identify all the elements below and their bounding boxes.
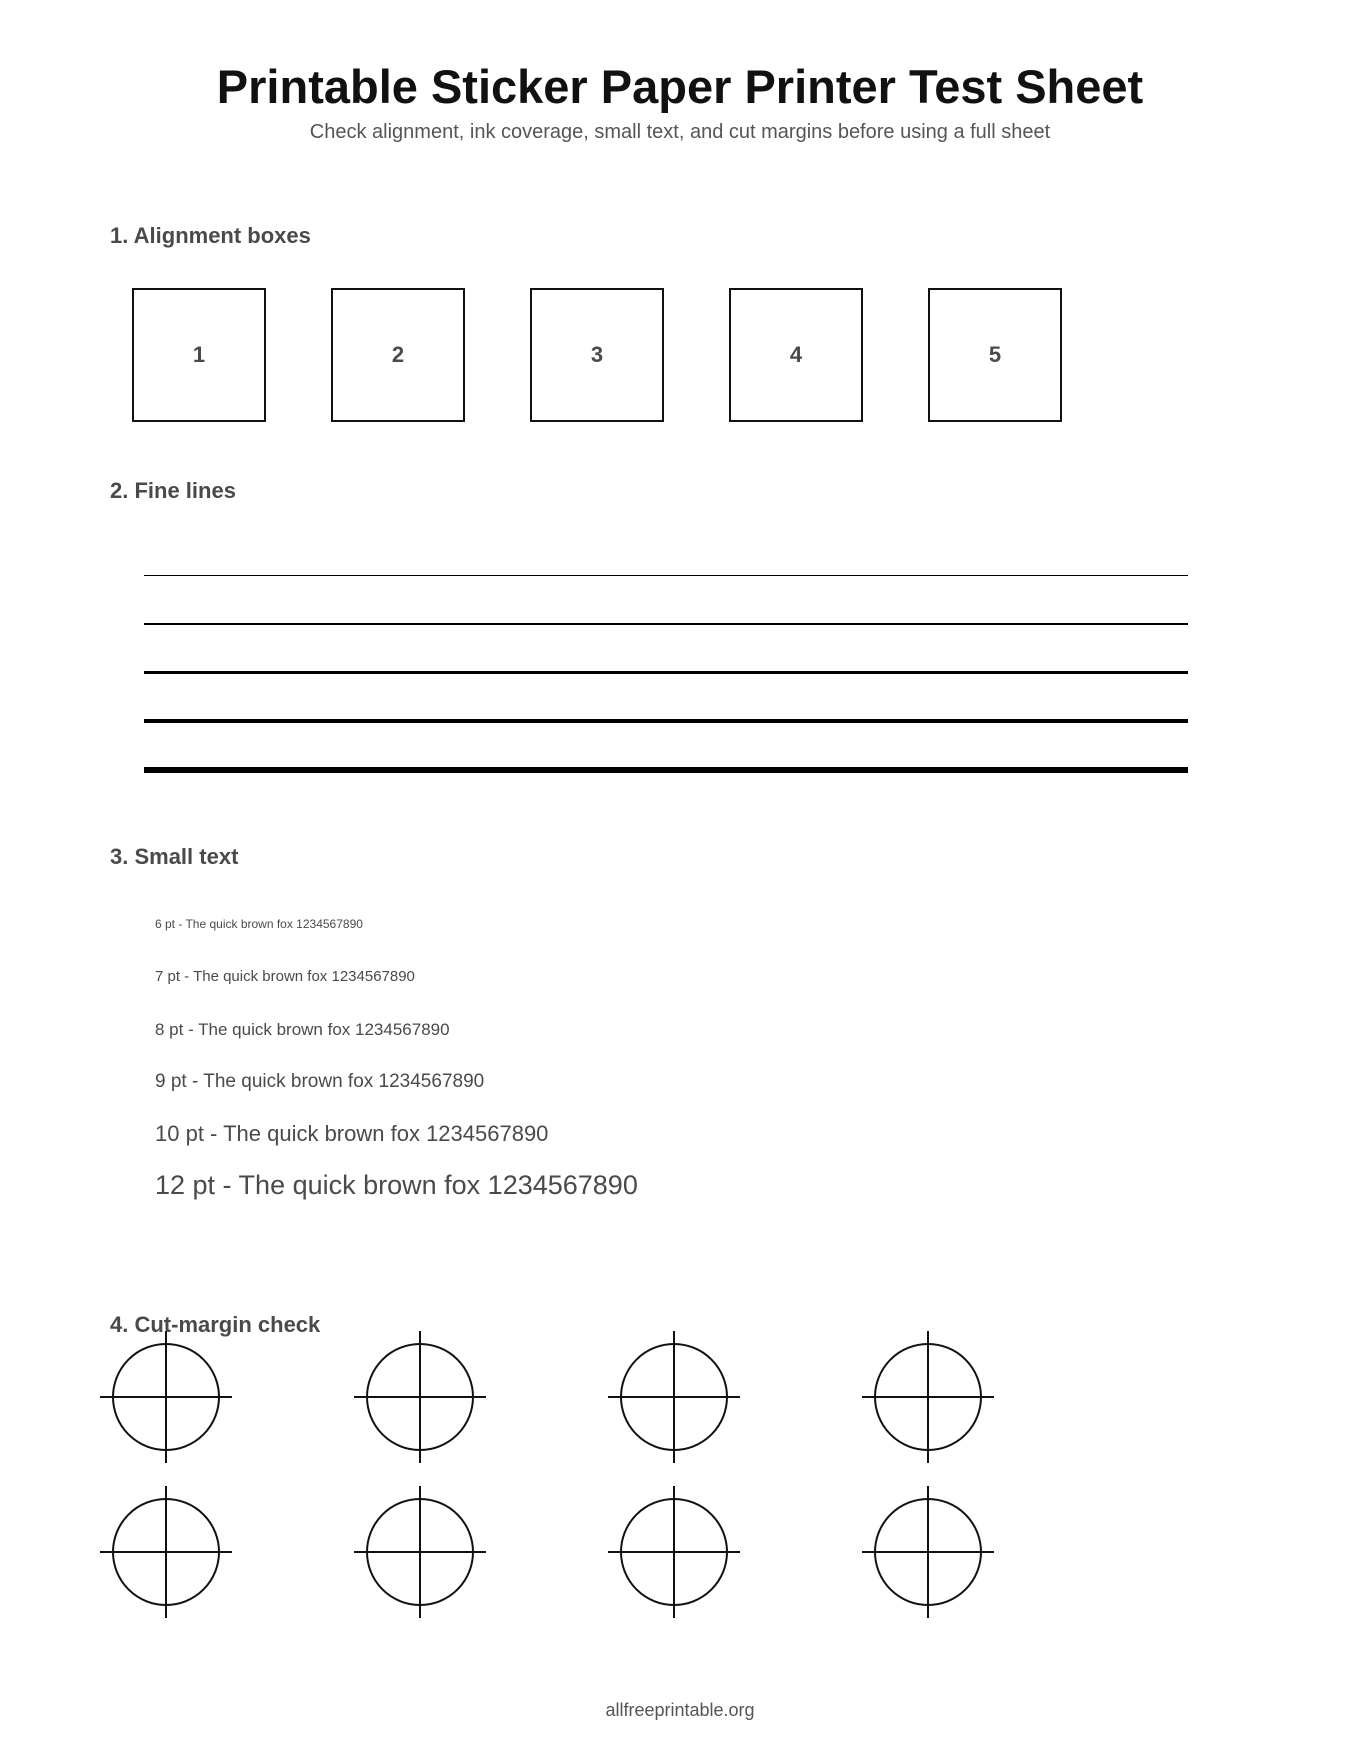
sample-8pt: 8 pt - The quick brown fox 1234567890 xyxy=(155,1020,450,1039)
crosshair-target-6 xyxy=(354,1486,486,1618)
alignment-box-4: 4 xyxy=(729,288,863,422)
sample-12pt: 12 pt - The quick brown fox 1234567890 xyxy=(155,1170,638,1200)
crosshair-target-8 xyxy=(862,1486,994,1618)
crosshair-target-2 xyxy=(354,1331,486,1463)
alignment-box-5: 5 xyxy=(928,288,1062,422)
small-text-heading: 3. Small text xyxy=(110,844,239,869)
alignment-box-3: 3 xyxy=(530,288,664,422)
cut-margin-heading: 4. Cut-margin check xyxy=(110,1312,321,1337)
sample-10pt: 10 pt - The quick brown fox 1234567890 xyxy=(155,1121,549,1146)
sample-9pt: 9 pt - The quick brown fox 1234567890 xyxy=(155,1071,485,1092)
crosshair-target-7 xyxy=(608,1486,740,1618)
crosshair-target-3 xyxy=(608,1331,740,1463)
page-title: Printable Sticker Paper Printer Test Sheet xyxy=(216,60,1144,113)
alignment-heading: 1. Alignment boxes xyxy=(110,223,311,248)
alignment-box-1: 1 xyxy=(132,288,266,422)
crosshair-target-4 xyxy=(862,1331,994,1463)
alignment-box-2: 2 xyxy=(331,288,465,422)
page-subtitle: Check alignment, ink coverage, small text, and cut margins before using a full sheet xyxy=(309,121,1051,143)
crosshair-target-1 xyxy=(100,1331,232,1463)
sample-7pt: 7 pt - The quick brown fox 1234567890 xyxy=(155,968,415,985)
crosshair-target-5 xyxy=(100,1486,232,1618)
fine-lines-heading: 2. Fine lines xyxy=(110,478,236,503)
sample-6pt: 6 pt - The quick brown fox 1234567890 xyxy=(155,917,363,931)
footer-site: allfreeprintable.org xyxy=(605,1700,755,1720)
